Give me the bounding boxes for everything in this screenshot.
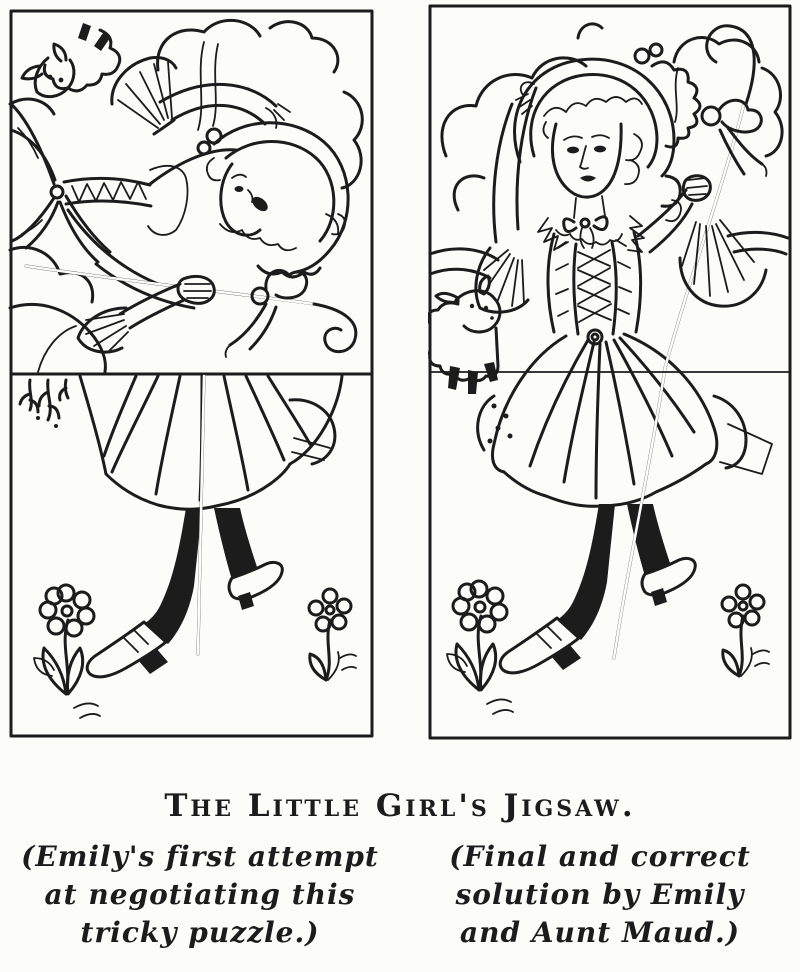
shepherd-crook [26,266,356,357]
sleeve-ruffle [112,57,176,134]
captions-row [0,838,800,952]
grass-tufts [20,380,68,428]
caption-line: (Emily's first attempt [21,840,379,873]
solved-puzzle-illustration [428,4,792,740]
bonnet-head-rotated [198,123,348,277]
caption-line: (Final and correct [449,840,751,873]
right-panel-caption [400,838,800,952]
dress-folds [10,150,236,372]
shepherdess [476,44,766,344]
caption-line: solution by Emily [455,878,745,911]
left-panel-caption [0,838,400,952]
jumbled-puzzle-illustration [8,8,375,739]
caption-line: tricky puzzle.) [80,916,320,949]
page-title: The Little Girl's Jigsaw. [164,787,636,824]
caption-line: and Aunt Maud.) [459,916,740,949]
ribbon-bow-icon [11,104,110,262]
skirt [478,334,772,506]
caption-line: at negotiating this [44,878,356,911]
laced-band [64,178,151,206]
skirt [80,376,342,509]
sheep-upside-down-icon [22,23,120,97]
